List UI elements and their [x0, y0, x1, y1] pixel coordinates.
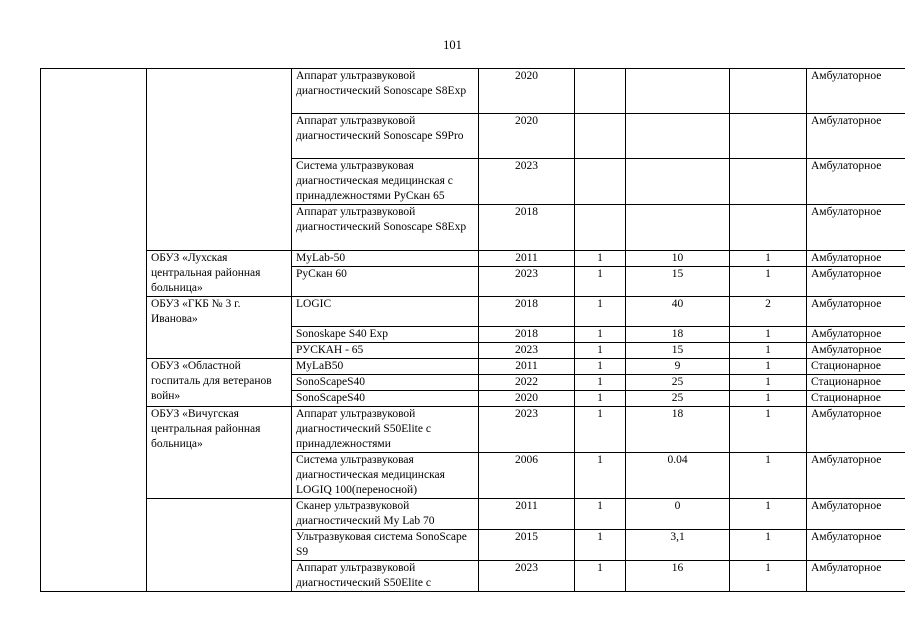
page-number: 101: [443, 38, 462, 52]
year-cell: 2020: [479, 391, 575, 407]
mode-cell: Амбулаторное: [807, 69, 905, 114]
year-cell: 2018: [479, 205, 575, 251]
mode-cell: Стационарное: [807, 375, 905, 391]
device-cell: Аппарат ультразвуковой диагностический Sonoscape S8Exp: [292, 69, 479, 114]
mode-cell: Амбулаторное: [807, 327, 905, 343]
equipment-table: [40, 68, 905, 592]
device-cell: Аппарат ультразвуковой диагностический Sonoscape S8Exp: [292, 205, 479, 251]
table-row: [41, 297, 905, 327]
year-cell: 2011: [479, 499, 575, 530]
device-cell: Аппарат ультразвуковой диагностический S50Elite с: [292, 561, 479, 592]
count-cell: 1: [575, 561, 626, 592]
load-cell: 10: [626, 251, 730, 267]
load-cell: 16: [626, 561, 730, 592]
load-cell: 15: [626, 343, 730, 359]
device-cell: Система ультразвуковая диагностическая медицинская LOGIQ 100(переносной): [292, 453, 479, 499]
device-cell: MyLab-50: [292, 251, 479, 267]
shifts-cell: 1: [730, 375, 807, 391]
load-cell: 15: [626, 267, 730, 297]
device-cell: Аппарат ультразвуковой диагностический S50Elite с принадлежностями: [292, 407, 479, 453]
shifts-cell: 1: [730, 561, 807, 592]
load-cell: 25: [626, 391, 730, 407]
year-cell: 2011: [479, 359, 575, 375]
device-cell: Система ультразвуковая диагностическая медицинская с принадлежностями РуСкан 65: [292, 159, 479, 205]
device-cell: РуСкан 60: [292, 267, 479, 297]
year-cell: 2023: [479, 407, 575, 453]
count-cell: 1: [575, 391, 626, 407]
load-cell: 25: [626, 375, 730, 391]
table-row: [41, 407, 905, 453]
load-cell: 9: [626, 359, 730, 375]
count-cell: [575, 69, 626, 114]
mode-cell: Амбулаторное: [807, 267, 905, 297]
table-row: [41, 251, 905, 267]
shifts-cell: [730, 159, 807, 205]
count-cell: 1: [575, 375, 626, 391]
mode-cell: Амбулаторное: [807, 343, 905, 359]
count-cell: 1: [575, 297, 626, 327]
count-cell: 1: [575, 267, 626, 297]
count-cell: 1: [575, 530, 626, 561]
load-cell: [626, 159, 730, 205]
device-cell: MyLaB50: [292, 359, 479, 375]
count-cell: [575, 159, 626, 205]
mode-cell: Амбулаторное: [807, 251, 905, 267]
shifts-cell: [730, 69, 807, 114]
shifts-cell: [730, 205, 807, 251]
count-cell: 1: [575, 343, 626, 359]
organization-cell: ОБУЗ «ГКБ № 3 г. Иванова»: [147, 297, 292, 359]
table-row: [41, 499, 905, 530]
mode-cell: Стационарное: [807, 391, 905, 407]
load-cell: 3,1: [626, 530, 730, 561]
mode-cell: Амбулаторное: [807, 499, 905, 530]
row-number-cell: [41, 69, 147, 592]
device-cell: РУСКАН - 65: [292, 343, 479, 359]
organization-cell: [147, 69, 292, 251]
device-cell: Ультразвуковая система SonoScape S9: [292, 530, 479, 561]
organization-cell: ОБУЗ «Вичугская центральная районная больница»: [147, 407, 292, 499]
shifts-cell: 1: [730, 453, 807, 499]
organization-cell: [147, 499, 292, 592]
device-cell: LOGIC: [292, 297, 479, 327]
table-row: [41, 69, 905, 114]
load-cell: [626, 69, 730, 114]
shifts-cell: [730, 114, 807, 159]
count-cell: [575, 205, 626, 251]
load-cell: 40: [626, 297, 730, 327]
year-cell: 2023: [479, 561, 575, 592]
shifts-cell: 1: [730, 343, 807, 359]
year-cell: 2022: [479, 375, 575, 391]
year-cell: 2018: [479, 297, 575, 327]
shifts-cell: 1: [730, 359, 807, 375]
year-cell: 2020: [479, 69, 575, 114]
count-cell: 1: [575, 327, 626, 343]
count-cell: 1: [575, 453, 626, 499]
load-cell: 0.04: [626, 453, 730, 499]
organization-cell: ОБУЗ «Лухская центральная районная больница»: [147, 251, 292, 297]
count-cell: 1: [575, 407, 626, 453]
year-cell: 2015: [479, 530, 575, 561]
shifts-cell: 1: [730, 391, 807, 407]
mode-cell: Амбулаторное: [807, 205, 905, 251]
count-cell: 1: [575, 359, 626, 375]
count-cell: 1: [575, 499, 626, 530]
mode-cell: Амбулаторное: [807, 297, 905, 327]
load-cell: [626, 114, 730, 159]
organization-cell: ОБУЗ «Областной госпиталь для ветеранов войн»: [147, 359, 292, 407]
year-cell: 2023: [479, 159, 575, 205]
mode-cell: Стационарное: [807, 359, 905, 375]
shifts-cell: 1: [730, 251, 807, 267]
mode-cell: Амбулаторное: [807, 561, 905, 592]
shifts-cell: 1: [730, 327, 807, 343]
mode-cell: Амбулаторное: [807, 159, 905, 205]
device-cell: Сканер ультразвуковой диагностический My Lab 70: [292, 499, 479, 530]
shifts-cell: 1: [730, 267, 807, 297]
device-cell: SonoScapeS40: [292, 391, 479, 407]
year-cell: 2006: [479, 453, 575, 499]
mode-cell: Амбулаторное: [807, 114, 905, 159]
load-cell: 18: [626, 407, 730, 453]
shifts-cell: 1: [730, 530, 807, 561]
device-cell: SonoScapeS40: [292, 375, 479, 391]
mode-cell: Амбулаторное: [807, 407, 905, 453]
count-cell: 1: [575, 251, 626, 267]
shifts-cell: 1: [730, 407, 807, 453]
table-row: [41, 359, 905, 375]
year-cell: 2020: [479, 114, 575, 159]
load-cell: [626, 205, 730, 251]
load-cell: 18: [626, 327, 730, 343]
shifts-cell: 2: [730, 297, 807, 327]
year-cell: 2023: [479, 267, 575, 297]
mode-cell: Амбулаторное: [807, 530, 905, 561]
year-cell: 2023: [479, 343, 575, 359]
year-cell: 2011: [479, 251, 575, 267]
load-cell: 0: [626, 499, 730, 530]
device-cell: Sonoskape S40 Exp: [292, 327, 479, 343]
device-cell: Аппарат ультразвуковой диагностический Sonoscape S9Pro: [292, 114, 479, 159]
year-cell: 2018: [479, 327, 575, 343]
mode-cell: Амбулаторное: [807, 453, 905, 499]
count-cell: [575, 114, 626, 159]
shifts-cell: 1: [730, 499, 807, 530]
